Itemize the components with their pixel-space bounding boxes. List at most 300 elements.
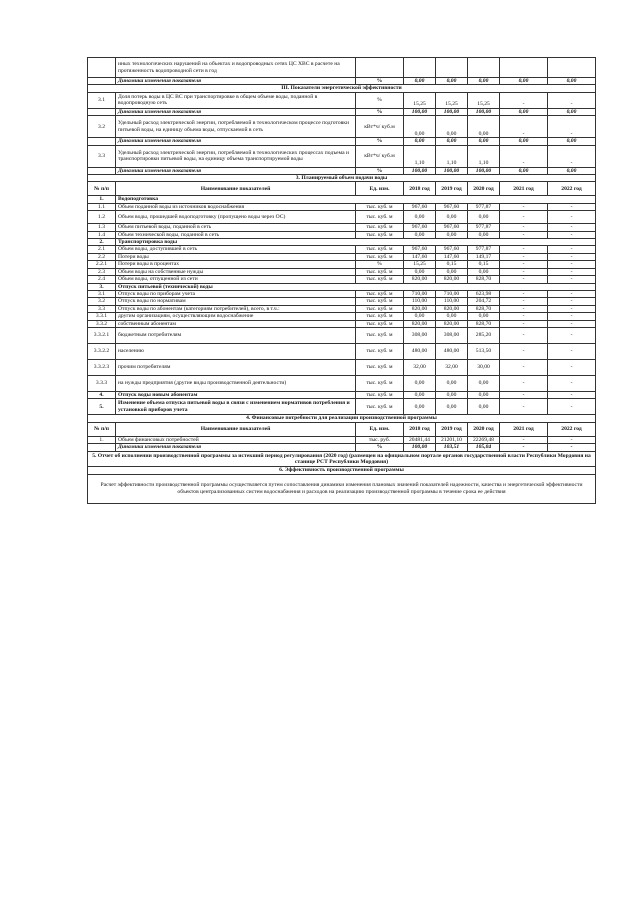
row-value: - bbox=[548, 391, 596, 398]
table-row bbox=[88, 116, 596, 138]
row-unit: тыс. куб. м bbox=[356, 268, 404, 275]
row-value bbox=[404, 58, 436, 78]
row-value: 0,00 bbox=[500, 108, 548, 115]
table-row bbox=[88, 359, 596, 375]
section5-title: 5. Отчет об исполнении производственной программы за истекший период регулирования (2020 год) (размещен на официальном портале органов государственной власти Республики Мордовия на станице РСТ Республики Мордовия) bbox=[88, 451, 596, 467]
row-name: Отпуск воды по приборам учета bbox=[116, 290, 356, 297]
row-value: 110,00 bbox=[436, 298, 468, 305]
row-value: 0,00 bbox=[468, 116, 500, 138]
row-value: 820,00 bbox=[404, 276, 436, 283]
row-value: - bbox=[548, 320, 596, 327]
row-unit: тыс. куб. м bbox=[356, 375, 404, 391]
row-value bbox=[500, 58, 548, 78]
header-year: 2018 год bbox=[404, 182, 436, 196]
row-value: 1,10 bbox=[404, 145, 436, 167]
row-name: Объем питьевой воды, поданной в сеть bbox=[116, 224, 356, 231]
row-unit: % bbox=[356, 92, 404, 108]
row-value: - bbox=[500, 375, 548, 391]
table-row bbox=[88, 268, 596, 275]
row-value: 21201,10 bbox=[436, 436, 468, 443]
row-value: 15,25 bbox=[468, 92, 500, 108]
row-value: - bbox=[548, 444, 596, 451]
row-unit: тыс. куб. м bbox=[356, 253, 404, 260]
table-row bbox=[88, 167, 596, 174]
row-number bbox=[88, 58, 116, 78]
row-unit: тыс. куб. м bbox=[356, 246, 404, 253]
row-value: 100,00 bbox=[404, 167, 436, 174]
row-number: 3.2 bbox=[88, 116, 116, 138]
row-value: 0,00 bbox=[436, 231, 468, 238]
row-value: 828,70 bbox=[468, 276, 500, 283]
header-year: 2018 год bbox=[404, 422, 436, 436]
row-number: 4. bbox=[88, 391, 116, 398]
row-value: 820,00 bbox=[404, 305, 436, 312]
row-value: - bbox=[500, 444, 548, 451]
row-value: 204,72 bbox=[468, 298, 500, 305]
row-value: 967,60 bbox=[436, 203, 468, 210]
table-row bbox=[88, 327, 596, 343]
row-name: на нужды предприятия (другие виды производственной деятельности) bbox=[116, 375, 356, 391]
row-value: - bbox=[500, 327, 548, 343]
row-value: 0,00 bbox=[468, 231, 500, 238]
row-value: - bbox=[500, 246, 548, 253]
row-value: 967,60 bbox=[436, 224, 468, 231]
row-value: 32,00 bbox=[436, 359, 468, 375]
row-value: - bbox=[548, 276, 596, 283]
row-value: 0,00 bbox=[404, 78, 436, 85]
row-value: - bbox=[548, 327, 596, 343]
row-number: 5. bbox=[88, 399, 116, 415]
row-number: 2.2.1 bbox=[88, 261, 116, 268]
table-row bbox=[88, 78, 596, 85]
row-unit: % bbox=[356, 444, 404, 451]
tariff-table bbox=[87, 57, 596, 504]
row-unit: % bbox=[356, 138, 404, 145]
row-value: 0,00 bbox=[436, 116, 468, 138]
row-value: 0,00 bbox=[436, 268, 468, 275]
row-value: 15,25 bbox=[404, 261, 436, 268]
row-value: 0,00 bbox=[500, 167, 548, 174]
row-value bbox=[468, 58, 500, 78]
row-value: - bbox=[500, 290, 548, 297]
row-value: - bbox=[500, 261, 548, 268]
row-value: 513,50 bbox=[468, 343, 500, 359]
table-row bbox=[88, 196, 596, 203]
row-value: 308,00 bbox=[436, 327, 468, 343]
header-row bbox=[88, 182, 596, 196]
row-value: 0,00 bbox=[548, 108, 596, 115]
row-value: - bbox=[548, 145, 596, 167]
row-value: 0,00 bbox=[468, 313, 500, 320]
row-unit: тыс. куб. м bbox=[356, 327, 404, 343]
row-value: - bbox=[548, 343, 596, 359]
row-number: 1.4 bbox=[88, 231, 116, 238]
row-unit: % bbox=[356, 167, 404, 174]
group-name: Транспортировка воды bbox=[116, 239, 596, 246]
row-value: 820,00 bbox=[436, 276, 468, 283]
row-value: 0,00 bbox=[404, 211, 436, 224]
row-number bbox=[88, 167, 116, 174]
table-row bbox=[88, 436, 596, 443]
row-value: 710,00 bbox=[436, 290, 468, 297]
row-value: 0,00 bbox=[468, 399, 500, 415]
row-unit: % bbox=[356, 261, 404, 268]
row-number bbox=[88, 78, 116, 85]
row-value: 0,00 bbox=[436, 391, 468, 398]
row-number: 2.2 bbox=[88, 253, 116, 260]
row-value: 15,25 bbox=[404, 92, 436, 108]
table-row bbox=[88, 85, 596, 92]
section6-text: Расчет эффективности производственной программы осуществляется путем сопоставления динамики изменения плановых значений показателей надежности, качества и энергетической эффективности объектов централизованных систем водоснабжения и расходов на реализацию производственной программы в течение срока ее действия bbox=[88, 474, 596, 503]
section-title: 4. Финансовые потребности для реализации производственной программы bbox=[88, 415, 596, 422]
header-year: 2022 год bbox=[548, 422, 596, 436]
row-value: - bbox=[500, 211, 548, 224]
header-year: 2019 год bbox=[436, 422, 468, 436]
row-name: Объем поданной воды из источников водоснабжения bbox=[116, 203, 356, 210]
row-value: 0,00 bbox=[404, 313, 436, 320]
table-row bbox=[88, 320, 596, 327]
table-row bbox=[88, 239, 596, 246]
row-value: 0,00 bbox=[436, 399, 468, 415]
table-row bbox=[88, 231, 596, 238]
row-value: - bbox=[548, 116, 596, 138]
row-value: 22269,48 bbox=[468, 436, 500, 443]
row-name: населению bbox=[116, 343, 356, 359]
row-value: 20481,44 bbox=[404, 436, 436, 443]
row-value: - bbox=[500, 92, 548, 108]
row-unit: % bbox=[356, 78, 404, 85]
row-value: - bbox=[500, 298, 548, 305]
row-value: 977,87 bbox=[468, 246, 500, 253]
row-value: 967,60 bbox=[404, 246, 436, 253]
row-name: Потери воды в процентах bbox=[116, 261, 356, 268]
row-name: Динамика изменения показателя bbox=[116, 444, 356, 451]
row-value: - bbox=[548, 246, 596, 253]
table-row bbox=[88, 444, 596, 451]
row-value: - bbox=[500, 391, 548, 398]
row-number: 1.1 bbox=[88, 203, 116, 210]
row-value: 0,00 bbox=[468, 138, 500, 145]
row-number: 1. bbox=[88, 196, 116, 203]
header-unit: Ед. изм. bbox=[356, 422, 404, 436]
row-unit bbox=[356, 58, 404, 78]
row-value: 0,00 bbox=[436, 78, 468, 85]
row-value: 0,00 bbox=[404, 375, 436, 391]
row-value: 105,04 bbox=[468, 444, 500, 451]
row-unit: тыс. куб. м bbox=[356, 203, 404, 210]
row-number: 3.2 bbox=[88, 298, 116, 305]
row-number: 3. bbox=[88, 283, 116, 290]
row-value: - bbox=[500, 313, 548, 320]
row-value: 0,00 bbox=[404, 399, 436, 415]
table-row bbox=[88, 391, 596, 398]
row-value: 308,00 bbox=[404, 327, 436, 343]
table-row bbox=[88, 283, 596, 290]
row-value: 820,00 bbox=[436, 305, 468, 312]
row-unit: % bbox=[356, 108, 404, 115]
row-value: - bbox=[548, 399, 596, 415]
header-row bbox=[88, 422, 596, 436]
row-value: - bbox=[548, 211, 596, 224]
table-row bbox=[88, 138, 596, 145]
row-name: Динамика изменения показателя bbox=[116, 167, 356, 174]
header-num: № п/п bbox=[88, 182, 116, 196]
row-value: 100,00 bbox=[436, 108, 468, 115]
table-row bbox=[88, 305, 596, 312]
row-unit: тыс. куб. м bbox=[356, 399, 404, 415]
row-value: 0,00 bbox=[404, 391, 436, 398]
row-value: 0,00 bbox=[404, 116, 436, 138]
header-year: 2020 год bbox=[468, 182, 500, 196]
table-row bbox=[88, 290, 596, 297]
row-value: 100,00 bbox=[468, 167, 500, 174]
row-number bbox=[88, 108, 116, 115]
row-unit: кВт*ч/ куб.м bbox=[356, 145, 404, 167]
header-name: Наименование показателей bbox=[116, 422, 356, 436]
row-value: 828,70 bbox=[468, 320, 500, 327]
row-value: 0,15 bbox=[436, 261, 468, 268]
row-name: Отпуск воды по нормативам bbox=[116, 298, 356, 305]
row-value: 32,00 bbox=[404, 359, 436, 375]
row-value: - bbox=[500, 203, 548, 210]
row-value: 967,60 bbox=[436, 246, 468, 253]
table-row bbox=[88, 92, 596, 108]
row-value: 100,00 bbox=[436, 167, 468, 174]
header-unit: Ед. изм. bbox=[356, 182, 404, 196]
row-unit: тыс. руб. bbox=[356, 436, 404, 443]
header-num: № п/п bbox=[88, 422, 116, 436]
row-value: 0,00 bbox=[404, 138, 436, 145]
row-value: 820,00 bbox=[404, 320, 436, 327]
table-row bbox=[88, 399, 596, 415]
row-unit: кВт*ч/ куб.м bbox=[356, 116, 404, 138]
row-value: - bbox=[548, 298, 596, 305]
row-name: Объем воды на собственные нужды bbox=[116, 268, 356, 275]
row-value: 967,60 bbox=[404, 203, 436, 210]
row-value: 147,60 bbox=[404, 253, 436, 260]
row-name: Удельный расход электрической энергии, потребляемой в технологических процессах подъема и транспортировки питьевой воды, на единицу объема транспортируемой воды bbox=[116, 145, 356, 167]
row-value: 100,00 bbox=[468, 108, 500, 115]
group-name: Водоподготовка bbox=[116, 196, 596, 203]
row-value: 285,20 bbox=[468, 327, 500, 343]
table-row bbox=[88, 261, 596, 268]
row-value: - bbox=[500, 268, 548, 275]
row-value: 100,00 bbox=[404, 108, 436, 115]
row-name: прочим потребителям bbox=[116, 359, 356, 375]
row-value: - bbox=[548, 268, 596, 275]
row-name: Динамика изменения показателя bbox=[116, 108, 356, 115]
row-name: Объем воды, отпущенной из сети bbox=[116, 276, 356, 283]
row-value: 30,00 bbox=[468, 359, 500, 375]
row-number: 2. bbox=[88, 239, 116, 246]
table-row bbox=[88, 246, 596, 253]
row-value: 0,00 bbox=[436, 313, 468, 320]
row-value: 0,00 bbox=[404, 268, 436, 275]
row-value: 967,60 bbox=[404, 224, 436, 231]
row-value: 0,00 bbox=[500, 78, 548, 85]
row-unit: тыс. куб. м bbox=[356, 313, 404, 320]
row-name: Удельный расход электрической энергии, потребляемой в технологическом процессе подготовки питьевой воды, на единицу объема воды, отпускаемой в сеть bbox=[116, 116, 356, 138]
row-value: - bbox=[548, 224, 596, 231]
row-value: - bbox=[548, 92, 596, 108]
row-name: другим организациям, осуществляющим водоснабжение bbox=[116, 313, 356, 320]
row-value: 0,00 bbox=[468, 78, 500, 85]
row-number: 2.4 bbox=[88, 276, 116, 283]
row-unit: тыс. куб. м bbox=[356, 276, 404, 283]
water-volume-section bbox=[88, 175, 596, 415]
row-number: 2.1 bbox=[88, 246, 116, 253]
section-heading: III. Показатели энергетической эффективности bbox=[88, 85, 596, 92]
row-value: 0,00 bbox=[548, 167, 596, 174]
row-number: 3.3 bbox=[88, 305, 116, 312]
row-number: 3.3.2.2 bbox=[88, 343, 116, 359]
row-name: бюджетным потребителям bbox=[116, 327, 356, 343]
row-name: Отпуск воды по абонентам (категориям потребителей), всего, в т.ч.: bbox=[116, 305, 356, 312]
row-value: - bbox=[500, 436, 548, 443]
row-value: 147,60 bbox=[436, 253, 468, 260]
table-row bbox=[88, 253, 596, 260]
table-row bbox=[88, 211, 596, 224]
row-name: Объем воды, прошедшей водоподготовку (пропущено воды через ОС) bbox=[116, 211, 356, 224]
row-unit: тыс. куб. м bbox=[356, 298, 404, 305]
row-value: 0,00 bbox=[436, 211, 468, 224]
row-name: Доля потерь воды в ЦС ВС при транспортировке в общем объеме воды, поданной в водопроводную сеть bbox=[116, 92, 356, 108]
row-value: 480,00 bbox=[404, 343, 436, 359]
row-name: Объем воды, доступившей в сеть bbox=[116, 246, 356, 253]
row-name: Объем технической воды, поданной в сеть bbox=[116, 231, 356, 238]
row-value: - bbox=[548, 290, 596, 297]
row-number: 1.2 bbox=[88, 211, 116, 224]
row-name: Изменение объема отпуска питьевой воды в связи с изменением нормативов потребления и установкой приборов учета bbox=[116, 399, 356, 415]
row-value bbox=[548, 58, 596, 78]
table-row bbox=[88, 203, 596, 210]
row-value: - bbox=[500, 276, 548, 283]
row-value: - bbox=[548, 231, 596, 238]
header-year: 2021 год bbox=[500, 422, 548, 436]
row-unit: тыс. куб. м bbox=[356, 231, 404, 238]
row-value: - bbox=[548, 359, 596, 375]
row-number: 3.3.2.3 bbox=[88, 359, 116, 375]
row-number: 3.3 bbox=[88, 145, 116, 167]
row-value: 0,15 bbox=[468, 261, 500, 268]
group-name: Отпуск питьевой (технической) воды bbox=[116, 283, 596, 290]
row-value: 0,00 bbox=[468, 268, 500, 275]
header-year: 2020 год bbox=[468, 422, 500, 436]
row-name: собственным абонентам bbox=[116, 320, 356, 327]
row-value: - bbox=[500, 145, 548, 167]
header-year: 2019 год bbox=[436, 182, 468, 196]
table-row bbox=[88, 343, 596, 359]
row-name: Динамика изменения показателя bbox=[116, 78, 356, 85]
row-unit: тыс. куб. м bbox=[356, 320, 404, 327]
row-value: 828,70 bbox=[468, 305, 500, 312]
row-number bbox=[88, 138, 116, 145]
row-unit: тыс. куб. м bbox=[356, 211, 404, 224]
row-value: - bbox=[500, 320, 548, 327]
header-year: 2022 год bbox=[548, 182, 596, 196]
row-value: - bbox=[500, 224, 548, 231]
row-value: 0,00 bbox=[468, 211, 500, 224]
row-value: - bbox=[548, 375, 596, 391]
table-row bbox=[88, 375, 596, 391]
row-value bbox=[436, 58, 468, 78]
row-name: иных технологических нарушений на объектах и водопроводных сетях ЦС ХВС в расчете на протяженность водопроводной сети в год bbox=[116, 58, 356, 78]
row-number: 3.1 bbox=[88, 290, 116, 297]
row-value: - bbox=[500, 305, 548, 312]
report-section bbox=[88, 451, 596, 503]
row-value: 820,00 bbox=[436, 320, 468, 327]
energy-efficiency-block bbox=[88, 58, 596, 175]
row-value: - bbox=[500, 343, 548, 359]
row-value: 0,00 bbox=[500, 138, 548, 145]
row-value: - bbox=[548, 313, 596, 320]
header-year: 2021 год bbox=[500, 182, 548, 196]
row-number: 1.3 bbox=[88, 224, 116, 231]
row-value: 0,00 bbox=[436, 138, 468, 145]
row-value: 977,87 bbox=[468, 224, 500, 231]
row-value: - bbox=[500, 231, 548, 238]
table-row bbox=[88, 108, 596, 115]
table-row bbox=[88, 58, 596, 78]
row-unit: тыс. куб. м bbox=[356, 290, 404, 297]
row-value: 480,00 bbox=[436, 343, 468, 359]
row-unit: тыс. куб. м bbox=[356, 391, 404, 398]
row-number: 3.3.2.1 bbox=[88, 327, 116, 343]
row-value: 0,00 bbox=[468, 375, 500, 391]
row-value: 100,00 bbox=[404, 444, 436, 451]
row-number: 2.3 bbox=[88, 268, 116, 275]
row-value: - bbox=[548, 436, 596, 443]
row-name: Отпуск воды новым абонентам bbox=[116, 391, 356, 398]
row-value: 1,10 bbox=[468, 145, 500, 167]
row-value: - bbox=[548, 203, 596, 210]
row-number bbox=[88, 444, 116, 451]
table-row bbox=[88, 313, 596, 320]
row-value: - bbox=[500, 253, 548, 260]
row-value: 0,00 bbox=[468, 391, 500, 398]
row-value: - bbox=[500, 399, 548, 415]
row-value: 149,17 bbox=[468, 253, 500, 260]
row-value: 0,00 bbox=[548, 78, 596, 85]
row-value: - bbox=[500, 359, 548, 375]
row-value: - bbox=[548, 253, 596, 260]
row-value: 0,00 bbox=[548, 138, 596, 145]
section-title: 3. Планируемый объем подачи воды bbox=[88, 175, 596, 182]
row-number: 3.3.2 bbox=[88, 320, 116, 327]
row-name: Динамика изменения показателя bbox=[116, 138, 356, 145]
row-unit: тыс. куб. м bbox=[356, 224, 404, 231]
row-value: - bbox=[548, 305, 596, 312]
row-value: - bbox=[500, 116, 548, 138]
row-value: 623,98 bbox=[468, 290, 500, 297]
table-row bbox=[88, 145, 596, 167]
row-value: - bbox=[548, 261, 596, 268]
row-number: 1. bbox=[88, 436, 116, 443]
row-value: 710,00 bbox=[404, 290, 436, 297]
row-unit: тыс. куб. м bbox=[356, 305, 404, 312]
table-row bbox=[88, 298, 596, 305]
row-number: 3.1 bbox=[88, 92, 116, 108]
row-value: 15,25 bbox=[436, 92, 468, 108]
row-value: 110,00 bbox=[404, 298, 436, 305]
row-name: Потери воды bbox=[116, 253, 356, 260]
document-page bbox=[87, 57, 595, 504]
section6-title: 6. Эффективность производственной программы bbox=[88, 467, 596, 474]
row-number: 3.3.3 bbox=[88, 375, 116, 391]
header-name: Наименование показателей bbox=[116, 182, 356, 196]
row-value: 103,51 bbox=[436, 444, 468, 451]
row-value: 0,00 bbox=[436, 375, 468, 391]
